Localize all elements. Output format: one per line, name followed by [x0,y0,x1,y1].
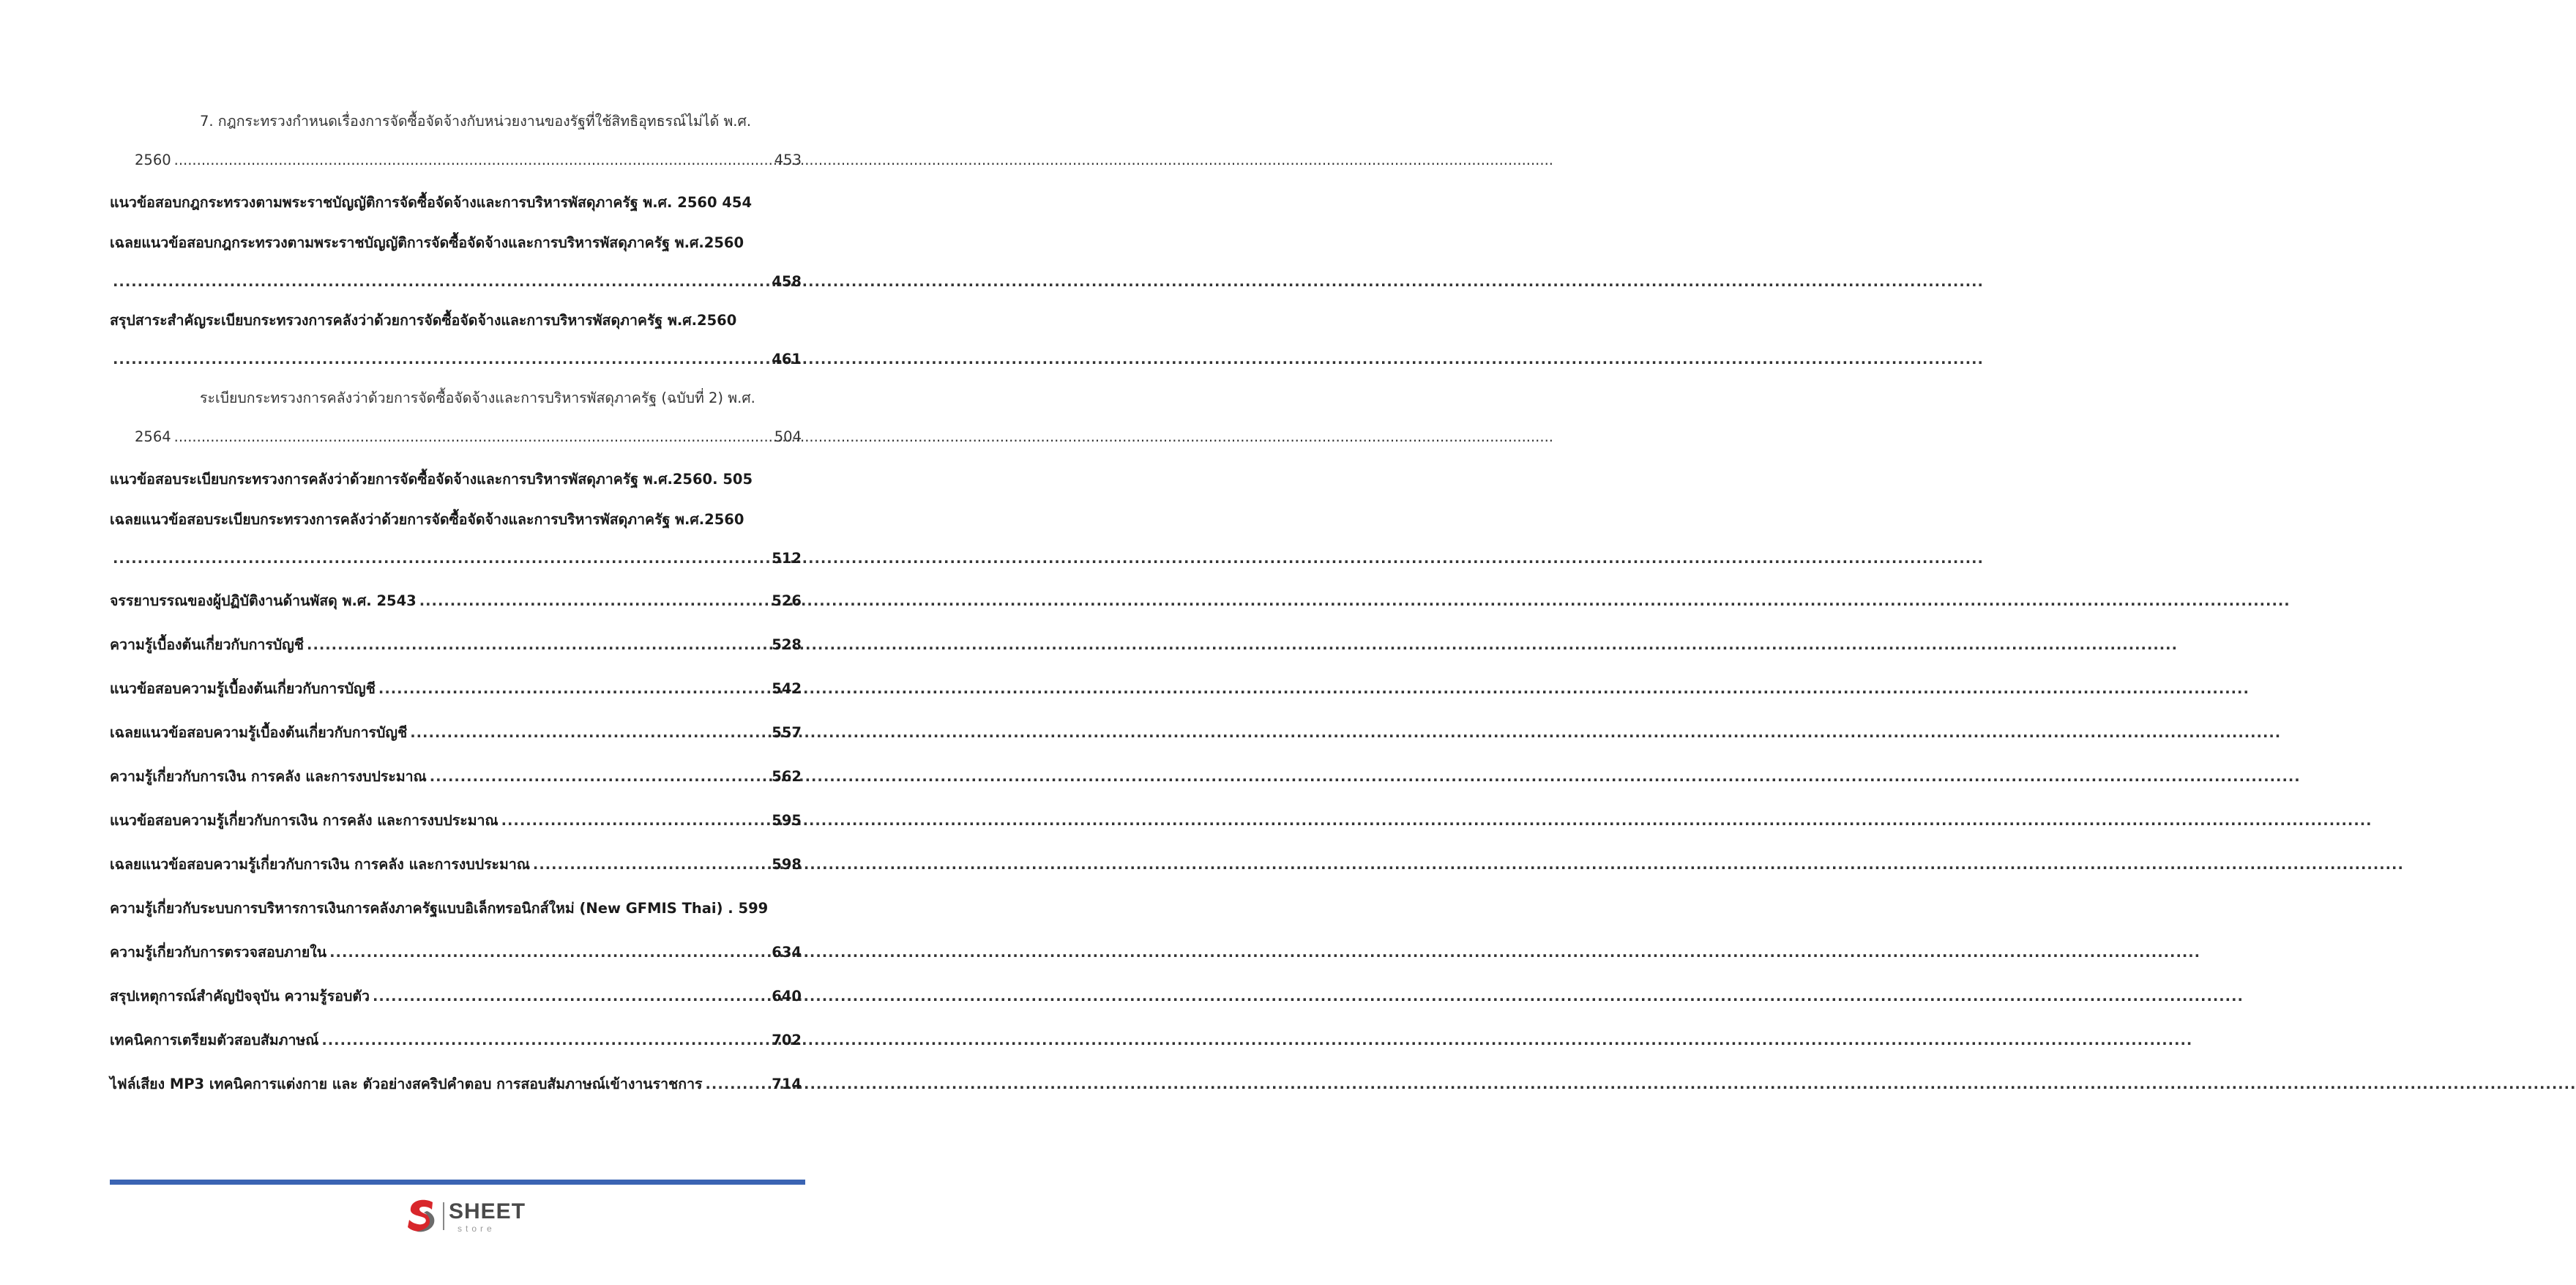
toc-entry-title: ความรู้เกี่ยวกับระบบการบริหารการเงินการคลังภาครัฐแบบอิเล็กทรอนิกส์ใหม่ (New GFMIS Thai) [110,899,723,917]
dot-leader [113,550,769,567]
toc-entry-title: เทคนิคการเตรียมตัวสอบสัมภาษณ์ [110,1031,319,1049]
toc-entry[interactable] [110,1062,802,1106]
toc-entry-page: 505 [723,470,753,488]
toc-entry-page: 458 [772,272,802,290]
toc-entry-page: 562 [772,767,802,785]
toc-entry-title: ไฟล์เสียง MP3 เทคนิคการแต่งกาย และ ตัวอย่างสคริปคำตอบ การสอบสัมภาษณ์เข้างานราชการ [110,1075,703,1092]
toc-entry[interactable] [110,930,802,974]
dot-leader [373,988,769,1005]
toc-entry-page: 504 [774,428,802,445]
toc-entry-title: เฉลยแนวข้อสอบความรู้เกี่ยวกับการเงิน การคลัง และการงบประมาณ [110,855,530,873]
dot-leader [113,273,769,290]
toc-entry-page: 598 [772,855,802,873]
logo-text: SHEET [449,1199,526,1223]
toc-entry-page: 542 [772,679,802,697]
dot-leader [307,636,769,653]
toc-entry-title: แนวข้อสอบความรู้เกี่ยวกับการเงิน การคลัง และการงบประมาณ [110,811,499,829]
toc-entry-page: 595 [772,811,802,829]
toc-entry-title: สรุปสาระสำคัญระเบียบกระทรวงการคลังว่าด้วยการจัดซื้อจัดจ้างและการบริหารพัสดุภาครัฐ พ.ศ.2560 [110,311,737,329]
toc-entry-title: ความรู้เบื้องต้นเกี่ยวกับการบัญชี [110,636,305,653]
toc-entry[interactable] [110,302,802,379]
toc-entry-page: 526 [772,592,802,609]
dot-leader [706,1076,769,1092]
toc-entry-title: ความรู้เกี่ยวกับการเงิน การคลัง และการงบประมาณ [110,767,427,785]
footer-divider [110,1180,805,1185]
toc-entry-page: 634 [772,943,802,961]
toc-entry-title: ความรู้เกี่ยวกับการตรวจสอบภายใน [110,943,327,961]
logo-divider [443,1202,444,1230]
toc-entry-page: 557 [772,723,802,741]
logo-subtext: store [458,1223,496,1234]
toc-entry-page: 454 [722,193,753,211]
dot-leader [501,812,769,829]
toc-entry[interactable] [110,501,802,578]
dot-leader [321,1032,769,1049]
sheet-store-logo [405,1198,529,1236]
toc-entry[interactable] [110,180,802,224]
toc-entry-page: 453 [774,151,802,168]
toc-entry[interactable] [110,103,802,180]
dot-leader [410,724,769,741]
toc-entry-title: เฉลยแนวข้อสอบระเบียบกระทรวงการคลังว่าด้วยการจัดซื้อจัดจ้างและการบริหารพัสดุภาครัฐ พ.ศ.2560 [110,510,744,528]
toc-entry-page: 461 [772,350,802,368]
dot-leader [329,944,769,961]
toc-entry[interactable] [110,798,802,842]
dot-leader [533,856,769,873]
toc-entry[interactable] [110,1018,802,1062]
dot-leader [113,351,769,368]
toc-entry[interactable] [110,710,802,754]
toc-entry[interactable] [110,578,802,622]
toc-entry-title: แนวข้อสอบระเบียบกระทรวงการคลังว่าด้วยการจัดซื้อจัดจ้างและการบริหารพัสดุภาครัฐ พ.ศ.2560 [110,470,713,488]
toc-entry-title: สรุปเหตุการณ์สำคัญปัจจุบัน ความรู้รอบตัว [110,987,370,1005]
toc-entry-title: 7. กฎกระทรวงกำหนดเรื่องการจัดซื้อจัดจ้างกับหน่วยงานของรัฐที่ใช้สิทธิอุทธรณ์ไม่ได้ พ.ศ. [200,112,752,130]
toc-entry-title: แนวข้อสอบกฎกระทรวงตามพระราชบัญญัติการจัดซื้อจัดจ้างและการบริหารพัสดุภาครัฐ พ.ศ. 2560 [110,193,717,211]
toc-entry[interactable] [110,842,802,886]
toc-entry-page: 528 [772,636,802,653]
toc-entry[interactable] [110,379,802,457]
toc-entry-page: 599 [738,899,769,917]
toc-entry[interactable]: แนวข้อสอบระเบียบกระทรวงการคลังว่าด้วยการจัดซื้อจัดจ้างและการบริหารพัสดุภาครัฐ พ.ศ.2560 . 505 [110,457,802,501]
dot-leader [174,152,772,168]
toc-entry[interactable] [110,622,802,666]
toc-entry[interactable] [110,224,802,302]
toc-entry-page: 702 [772,1031,802,1049]
dot-leader [419,592,769,609]
toc-entry-page: 640 [772,987,802,1005]
dot-leader [378,680,769,697]
toc-entry-title: เฉลยแนวข้อสอบความรู้เบื้องต้นเกี่ยวกับการบัญชี [110,723,408,741]
toc-entry-title: แนวข้อสอบความรู้เบื้องต้นเกี่ยวกับการบัญชี [110,679,376,697]
toc-entry-title: ระเบียบกระทรวงการคลังว่าด้วยการจัดซื้อจัดจ้างและการบริหารพัสดุภาครัฐ (ฉบับที่ 2) พ.ศ. [200,389,755,406]
toc-entry-page: 714 [772,1075,802,1092]
toc-entry-title: เฉลยแนวข้อสอบกฎกระทรวงตามพระราชบัญญัติการจัดซื้อจัดจ้างและการบริหารพัสดุภาครัฐ พ.ศ.2560 [110,234,744,251]
toc-entry-title-cont: 2564 [135,428,171,445]
toc-entry[interactable] [110,754,802,798]
table-of-contents [110,103,802,1106]
dot-leader [430,768,769,785]
toc-entry-title-cont: 2560 [135,151,171,168]
s-logo-icon [405,1198,440,1236]
toc-entry[interactable]: ความรู้เกี่ยวกับระบบการบริหารการเงินการคลังภาครัฐแบบอิเล็กทรอนิกส์ใหม่ (New GFMIS Thai) . 599 [110,886,802,930]
toc-entry[interactable] [110,666,802,710]
dot-leader [174,428,772,445]
toc-entry-page: 512 [772,549,802,567]
toc-entry[interactable] [110,974,802,1018]
toc-entry-title: จรรยาบรรณของผู้ปฏิบัติงานด้านพัสดุ พ.ศ. 2543 [110,592,417,609]
